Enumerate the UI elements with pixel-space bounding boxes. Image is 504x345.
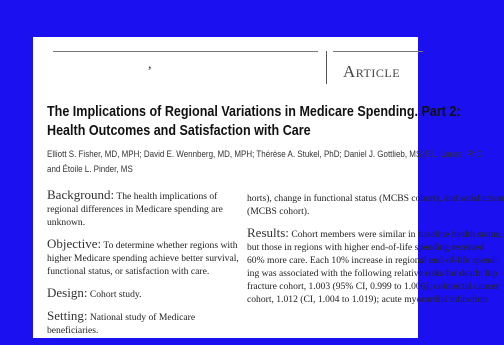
author-list	[47, 147, 484, 177]
section-heading: Design:	[47, 285, 88, 300]
title-line-2: Health Outcomes and Satisfaction with Care	[47, 123, 311, 139]
section-heading: Results:	[247, 225, 289, 240]
abstract-continuation	[247, 192, 504, 218]
abstract-setting	[47, 309, 247, 337]
text-line: ing was associated with the following relative risks for death: hip	[247, 268, 498, 279]
abstract-results	[247, 225, 502, 306]
header-rule-right	[333, 51, 423, 52]
section-text: To determine whether regions with higher Medicare spending achieve better survival, functional status, or satisfaction with care.	[47, 240, 239, 277]
abstract-objective	[47, 237, 247, 278]
title-line-1: The Implications of Regional Variations in Medicare Spending. Part 2:	[47, 104, 461, 120]
header-rule	[53, 51, 318, 52]
header-divider	[326, 51, 327, 84]
section-heading: Objective:	[47, 236, 102, 251]
article-page	[33, 37, 504, 338]
section-text: National study of Medicare beneficiaries.	[47, 312, 196, 336]
text-line: Cohort members were similar in baseline health status,	[291, 229, 502, 240]
abstract-design	[47, 286, 247, 301]
text-line: (MCBS cohort).	[247, 206, 310, 217]
authors-line-2: and Étoile L. Pinder, MS	[47, 164, 133, 174]
header-mark: ,	[148, 57, 152, 72]
section-heading: Background:	[47, 187, 115, 202]
section-heading: Setting:	[47, 308, 88, 323]
abstract-left-column	[47, 188, 247, 345]
section-text: Cohort study.	[89, 289, 142, 300]
authors-line-1: Elliott S. Fisher, MD, MPH; David E. Wennberg, MD, MPH; Thérèse A. Stukel, PhD; Daniel J. Gottlieb, MS; F.L. Lucas, PhD;	[47, 149, 485, 159]
text-line: horts), change in functional status (MCBS cohort), and satisfaction	[247, 193, 504, 204]
article-title	[47, 103, 461, 141]
results-first-line	[247, 225, 502, 241]
text-line: but those in regions with higher end-of-life spending received	[247, 242, 485, 253]
text-line: cohort, 1.012 (CI, 1.004 to 1.019); acute myocardial infarction	[247, 294, 488, 305]
text-line: 60% more care. Each 10% increase in regional end-of-life spend-	[247, 255, 498, 266]
section-label: Article	[343, 62, 401, 81]
text-line: fracture cohort, 1.003 (95% CI, 0.999 to 1.006); colorectal cancer	[247, 281, 500, 292]
section-text: The health implications of regional differences in Medicare spending are unknown.	[47, 191, 223, 228]
abstract-background	[47, 188, 247, 229]
abstract-right-column	[247, 192, 504, 306]
